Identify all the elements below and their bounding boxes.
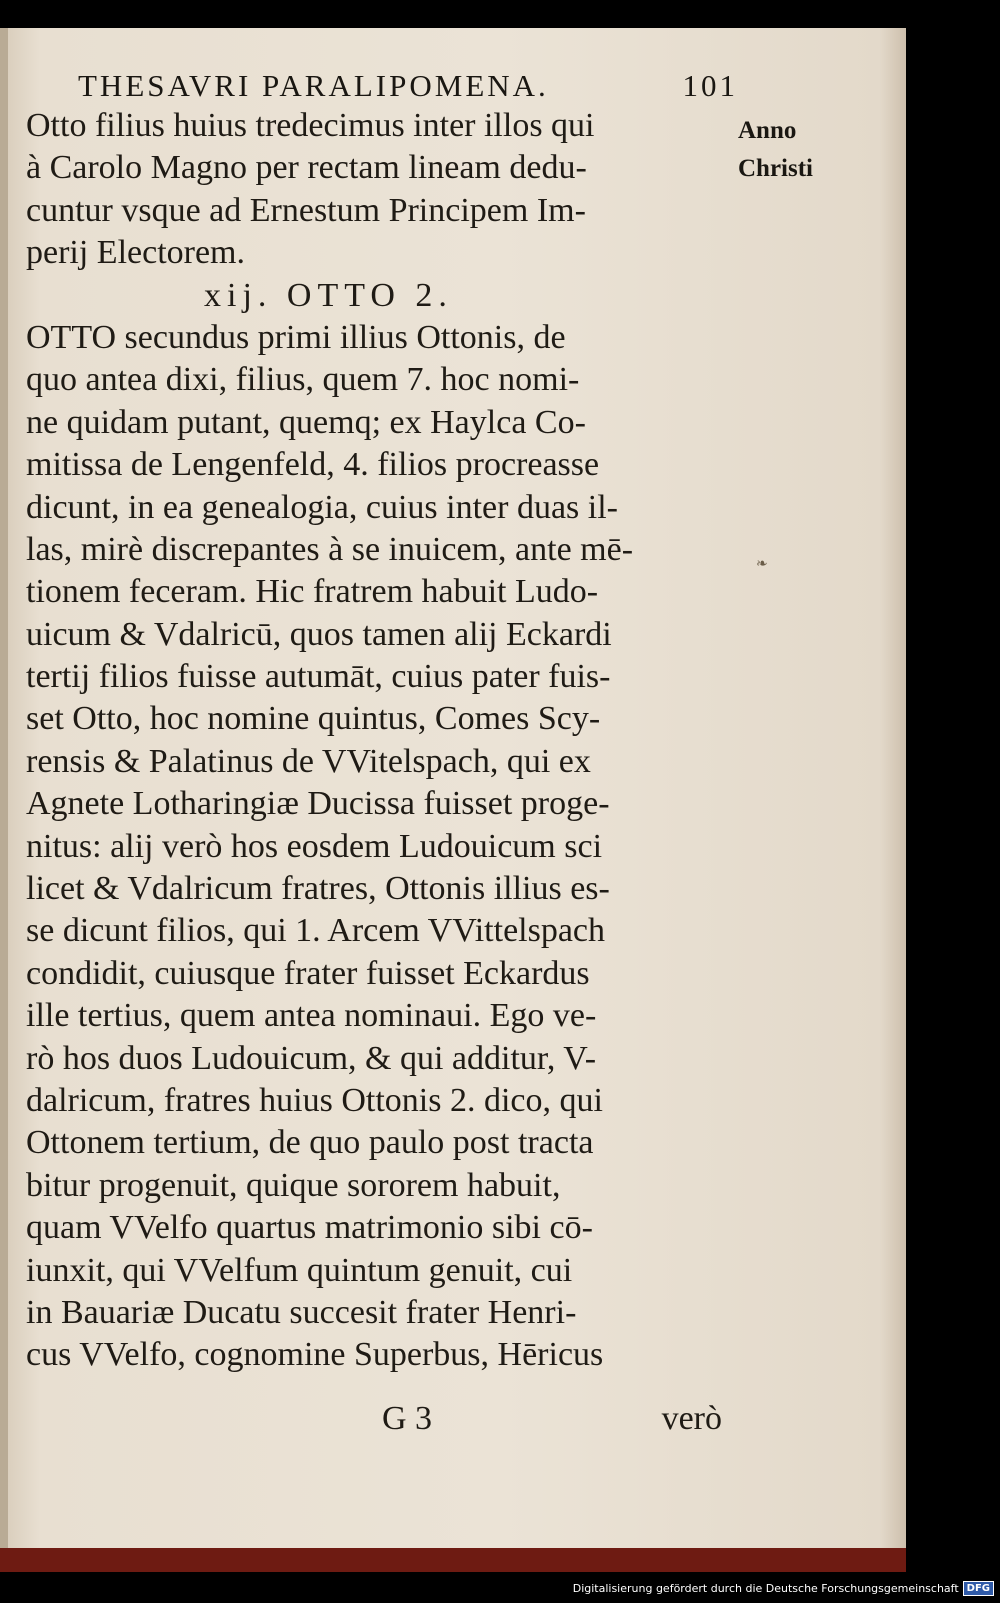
page-number: 101 <box>682 68 738 103</box>
dfg-logo: DFG <box>963 1581 994 1596</box>
text-line: cuntur vsque ad Ernestum Principem Im- <box>26 191 586 229</box>
margin-note-line: Christi <box>738 155 813 182</box>
text-line: tertij filios fuisse autumāt, cuius pater fuis- <box>26 658 611 696</box>
text-line: tionem feceram. Hic fratrem habuit Ludo- <box>26 573 599 611</box>
margin-note-line: Anno <box>738 117 797 144</box>
margin-ornament: ❧ <box>756 556 768 572</box>
text-line: quo antea dixi, filius, quem 7. hoc nomi- <box>26 361 580 399</box>
text-line: rò hos duos Ludouicum, & qui additur, V- <box>26 1039 597 1077</box>
text-line: bitur progenuit, quique sororem habuit, <box>26 1166 561 1204</box>
text-line: se dicunt filios, qui 1. Arcem VVittelspach <box>26 912 606 950</box>
text-line: quam VVelfo quartus matrimonio sibi cō- <box>26 1209 593 1247</box>
text-line: las, mirè discrepantes à se inuicem, ante mē- <box>26 530 634 568</box>
cover-edge-band <box>0 1548 906 1572</box>
digitization-credit <box>573 1578 994 1598</box>
credit-text: Digitalisierung gefördert durch die Deutsche Forschungsgemeinschaft <box>572 1581 959 1595</box>
text-line: OTTO secundus primi illius Ottonis, de <box>26 318 566 356</box>
text-line: à Carolo Magno per rectam lineam dedu- <box>26 149 587 187</box>
text-line: ne quidam putant, quemq; ex Haylca Co- <box>26 403 586 441</box>
signature-mark: G 3 <box>382 1400 433 1437</box>
text-line: uicum & Vdalricū, quos tamen alij Eckardi <box>26 615 612 653</box>
text-line: Otto filius huius tredecimus inter illos qui <box>26 107 595 144</box>
text-line: nitus: alij verò hos eosdem Ludouicum sci <box>26 827 603 865</box>
page-gutter-edge <box>0 28 8 1548</box>
text-line: set Otto, hoc nomine quintus, Comes Scy- <box>26 700 601 738</box>
text-line: in Bauariæ Ducatu succesit frater Henri- <box>26 1293 577 1331</box>
text-line: cus VVelfo, cognomine Superbus, Hēricus <box>26 1336 604 1374</box>
page-footer <box>382 1400 722 1444</box>
text-line: perij Electorem. <box>26 234 246 272</box>
text-line: mitissa de Lengenfeld, 4. filios procreasse <box>26 446 600 484</box>
text-line: dalricum, fratres huius Ottonis 2. dico, qui <box>26 1081 603 1119</box>
catchword: verò <box>661 1400 722 1437</box>
body-text <box>26 105 726 1377</box>
text-line: condidit, cuiusque frater fuisset Eckardus <box>26 954 590 992</box>
text-line: Ottonem tertium, de quo paulo post tracta <box>26 1124 594 1162</box>
running-head-title: THESAVRI PARALIPOMENA. <box>78 68 549 103</box>
text-line: licet & Vdalricum fratres, Ottonis illius es- <box>26 870 610 908</box>
text-line: iunxit, qui VVelfum quintum genuit, cui <box>26 1251 573 1289</box>
text-line: dicunt, in ea genealogia, cuius inter duas il- <box>26 488 618 526</box>
text-line: rensis & Palatinus de VVitelspach, qui ex <box>26 742 591 780</box>
section-heading: xij. OTTO 2. <box>204 276 453 314</box>
text-line: Agnete Lotharingiæ Ducissa fuisset proge- <box>26 785 610 823</box>
running-head <box>78 64 738 108</box>
margin-note <box>738 112 838 188</box>
text-line: ille tertius, quem antea nominaui. Ego ve- <box>26 997 597 1035</box>
